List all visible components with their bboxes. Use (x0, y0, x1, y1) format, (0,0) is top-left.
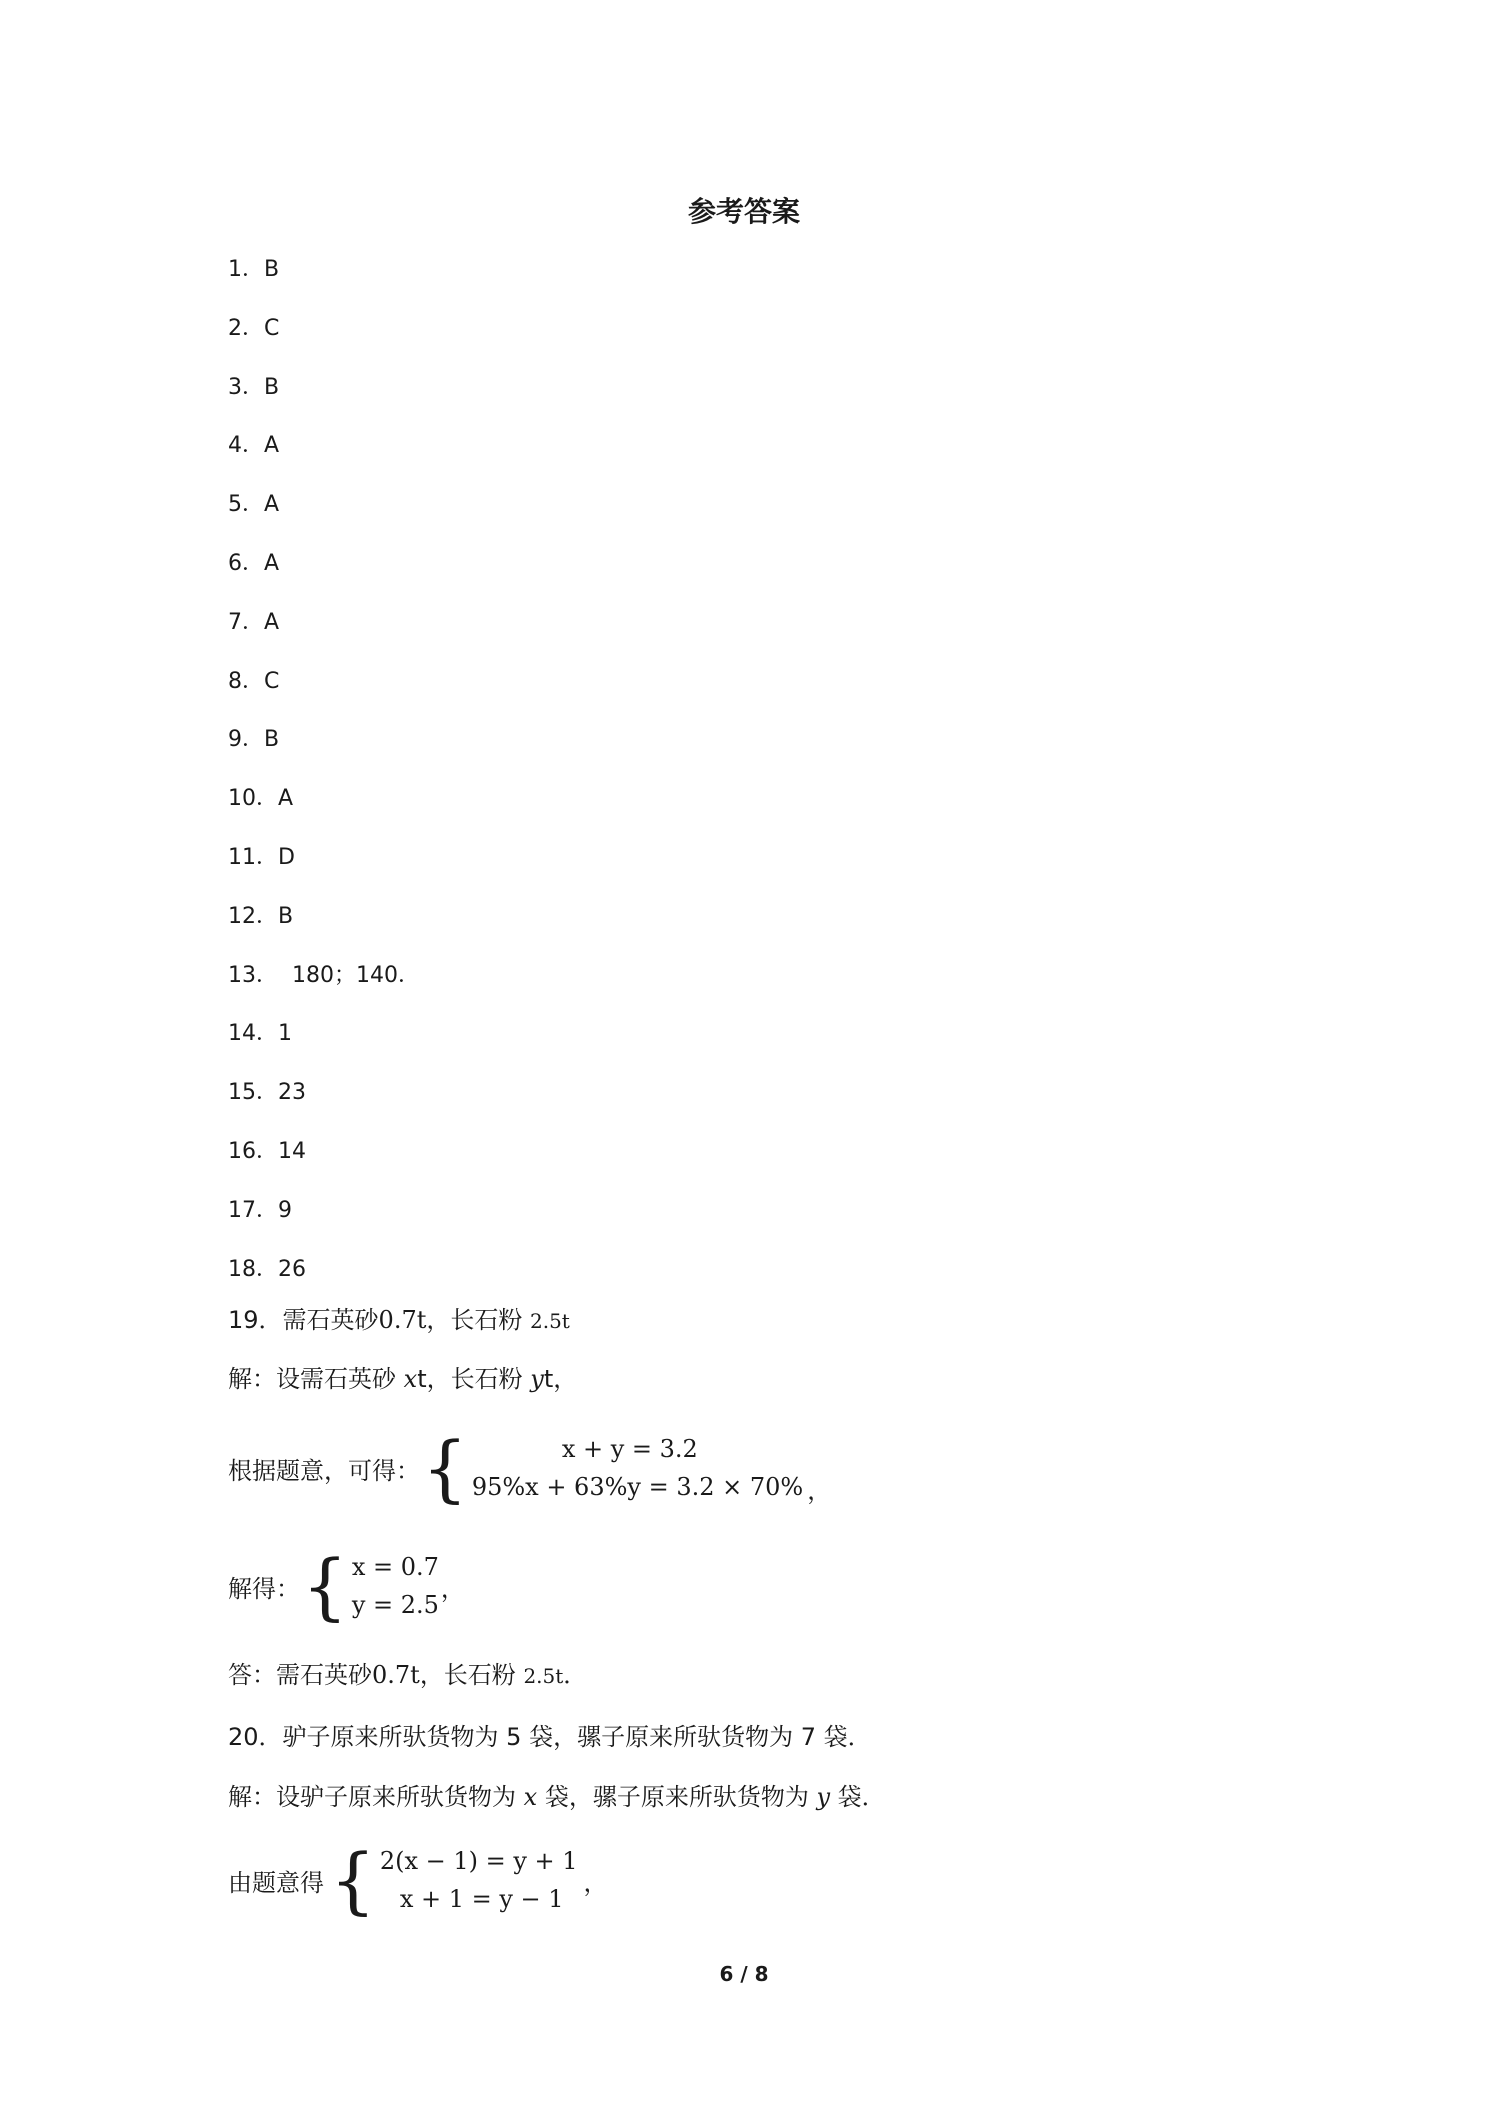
answer-number: 7． (228, 610, 264, 635)
answer-value: B (264, 375, 280, 400)
brace: { (422, 1426, 468, 1510)
answer-item (228, 255, 279, 285)
answer-value: C (264, 669, 280, 694)
answer-number: 13． (228, 963, 278, 988)
answer-value: 26 (278, 1257, 306, 1282)
answer-number: 3． (228, 375, 264, 400)
answer-number: 17． (228, 1198, 278, 1223)
answer-value: 1 (278, 1021, 292, 1046)
answer-number: 6． (228, 551, 264, 576)
answer-value: B (278, 904, 294, 929)
answer-item (228, 961, 420, 991)
answer-value: 23 (278, 1080, 306, 1105)
answer-value: A (264, 551, 280, 576)
answer-value: A (264, 610, 280, 635)
answer-value: A (264, 492, 280, 517)
answer-number: 1． (228, 257, 264, 282)
answer-item (228, 1078, 306, 1108)
answer-value: C (264, 316, 280, 341)
answer-number: 16． (228, 1139, 278, 1164)
q20-answer: 20．驴子原来所驮货物为 5 袋，骡子原来所驮货物为 7 袋． (228, 1723, 872, 1751)
q20-number: 20． (228, 1723, 283, 1751)
q19-solution-setup: 解：设需石英砂 xt，长石粉 yt， (228, 1365, 578, 1393)
answer-number: 10． (228, 786, 278, 811)
answer-value: A (278, 786, 294, 811)
answer-number: 15． (228, 1080, 278, 1105)
brace: { (302, 1544, 348, 1628)
q19-number: 19． (228, 1306, 283, 1334)
q19-equation-system: 根据题意，可得： { x + y = 3.2 95%x + 63%y = 3.2 × 70% ， (228, 1426, 832, 1510)
answer-number: 5． (228, 492, 264, 517)
answer-item (228, 549, 279, 579)
answer-item (228, 431, 279, 461)
page-title: 参考答案 (687, 195, 800, 228)
answer-item (228, 725, 279, 755)
answer-item (228, 1255, 306, 1285)
q20-equation-system: 由题意得 { 2(x − 1) = y + 1 x + 1 = y − 1 ， (228, 1838, 608, 1922)
answer-value: A (264, 433, 280, 458)
answer-item (228, 1137, 306, 1167)
answer-number: 18． (228, 1257, 278, 1282)
brace: { (330, 1838, 376, 1922)
answer-item (228, 1019, 292, 1049)
answer-value: B (264, 727, 280, 752)
answer-item (228, 902, 293, 932)
answer-number: 8． (228, 669, 264, 694)
answer-item (228, 843, 295, 873)
answer-number: 11． (228, 845, 278, 870)
page-number: 6 / 8 (719, 1962, 769, 1986)
q19-answer: 19．需石英砂0.7t，长石粉 2.5t (228, 1306, 570, 1334)
q19-final-answer: 答：需石英砂0.7t，长石粉 2.5t． (228, 1661, 588, 1689)
q20-solution-setup: 解：设驴子原来所驮货物为 x 袋，骡子原来所驮货物为 y 袋． (228, 1783, 886, 1811)
answer-item (228, 490, 279, 520)
answer-item (228, 667, 279, 697)
answer-item (228, 784, 293, 814)
answer-number: 14． (228, 1021, 278, 1046)
answer-number: 9． (228, 727, 264, 752)
answer-value: D (278, 845, 295, 870)
answer-item (228, 314, 279, 344)
answer-value: 180；140． (278, 963, 420, 988)
answer-value: B (264, 257, 280, 282)
answer-item (228, 373, 279, 403)
answer-number: 12． (228, 904, 278, 929)
answer-value: 14 (278, 1139, 306, 1164)
answer-number: 4． (228, 433, 264, 458)
answer-value: 9 (278, 1198, 292, 1223)
q19-solution-system: 解得： { x = 0.7 y = 2.5 ， (228, 1544, 465, 1628)
answer-number: 2． (228, 316, 264, 341)
answer-item (228, 608, 279, 638)
answer-item (228, 1196, 292, 1226)
